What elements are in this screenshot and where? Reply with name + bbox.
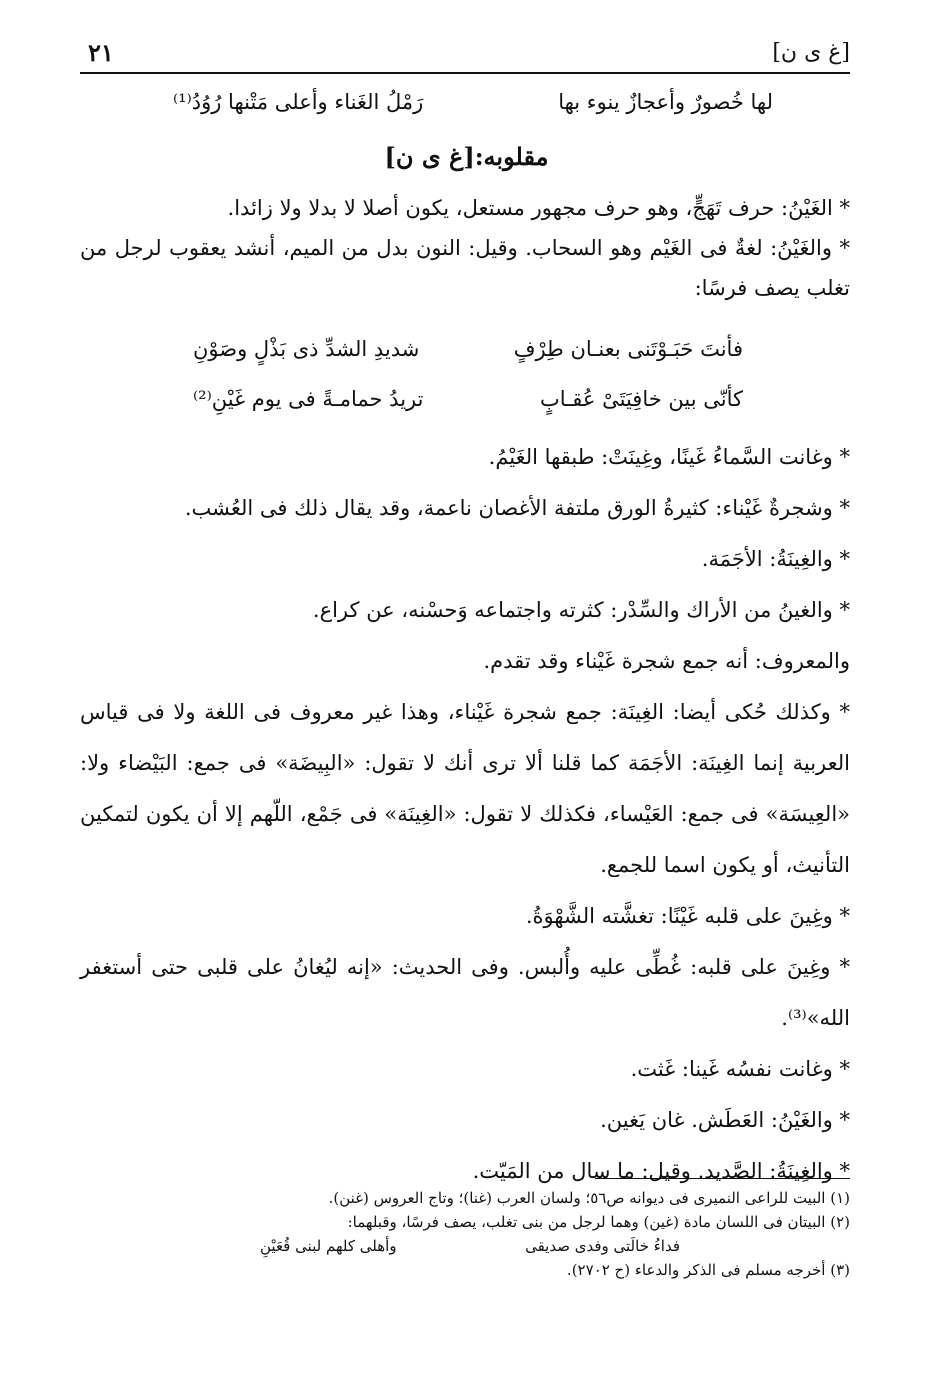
verse-taghlib-2 [193,387,743,411]
paragraph-ghayn-atash: * والغَيْنُ: العَطَش. غان يَغين. [600,1108,850,1132]
paragraph-maruf: والمعروف: أنه جمع شجرة غَيْناء وقد تقدم. [483,649,850,673]
entry-text-top [80,188,850,308]
verse-hemistich-first: فأنتَ حَبَـوْتَنى بعنـان طِرْفٍ [513,337,743,361]
paragraph-kadhalik-huki: * وكذلك حُكى أيضا: الغِينَة: جمع شجرة غَيْناء، وهذا غير معروف فى اللغة ولا فى قياس العربية إنما الغِينَة: الأجَمَة كما قلنا ألا ترى أنك لا تقول: «البِيضَة» فى جمع: البَيْضاء ولا: «العِيسَة» فى جمع: العَيْساء، فكذلك لا تقول: «الغِينَة» فى جَمْع، اللّهم إلا أن يكون لتمكين التأنيث، أو يكون اسما للجمع. [80,700,850,877]
verse-hemistich-first: فداءُ خالَتى وفدى صديقى [525,1237,680,1255]
entry-text-main [80,432,850,1197]
paragraph-ghina-qalb-shahwa: * وغِينَ على قلبه غَيْنًا: تغشَّته الشَّهْوَةُ. [525,904,850,928]
verse-hemistich-first: كأنّى بين خافِيَتَىْ عُقـابٍ [539,387,743,411]
verse-hemistich-second: تريدُ حمامـةً فى يوم غَيْنِ⁽²⁾ [193,387,424,411]
footnote-1: (١) البيت للراعى النميرى فى ديوانه ص٥٦؛ ولسان العرب (غنا)؛ وتاج العروس (غنن). [328,1189,850,1207]
page-header [80,38,850,74]
paragraph-ghanat-nafs: * وغانت نفسُه غَينا: غَثت. [630,1057,850,1081]
verse-taghlib-1 [193,337,743,361]
footnotes [80,1186,850,1282]
footnote-2: (٢) البيتان فى اللسان مادة (غين) وهما لرجل من بنى تغلب، يصف فرسًا، وقبلهما: [347,1213,850,1231]
verse-hemistich-second: وأهلى كلهم لبنى قُعَيْنِ [260,1237,397,1255]
verse-raee [173,90,773,114]
paragraph-ghina-qalb-hadith: * وغِينَ على قلبه: غُطِّى عليه وأُلبس. وفى الحديث: «إنه ليُغانُ على قلبى حتى أستغفر الله»⁽³⁾. [80,955,850,1030]
header-root-letters: [غ ى ن] [772,40,850,65]
paragraph-ghanat-sama: * وغانت السَّماءُ غَينًا، وغِينَتْ: طبقها الغَيْمُ. [488,445,850,469]
verse-hemistich-second: رَمْلُ الغَناء وأعلى مَتْنها رُوُدُ⁽¹⁾ [173,90,424,114]
paragraph-shajara-ghayna: * وشجرةٌ غَيْناء: كثيرةُ الورق ملتفة الأغصان ناعمة، وقد يقال ذلك فى العُشب. [184,496,850,520]
footnote-3: (٣) أخرجه مسلم فى الذكر والدعاء (ح ٢٧٠٢). [566,1261,850,1279]
verse-hemistich-first: لها خُصورٌ وأعجازٌ ينوء بها [558,90,773,114]
paragraph-ghayn-arak: * والغينُ من الأراك والسِّدْر: كثرته واجتماعه وَحسْنه، عن كراع. [312,598,850,622]
section-title: مقلوبه:[غ ى ن] [384,142,549,171]
page-number: ٢١ [88,38,114,67]
verse-hemistich-second: شديدِ الشدِّ ذى بَذْلٍ وصَوْنِ [193,337,420,361]
paragraph-ghina-ajama: * والغِينَةُ: الأجَمَة. [701,547,850,571]
paragraph-ghina-sadid: * والغِينَةُ: الصَّديد. وقيل: ما سال من المَيّت. [472,1159,850,1183]
footnote-verse [260,1234,680,1258]
paragraph-ghayn-cloud: * والغَيْنُ: لغةٌ فى الغَيْم وهو السحاب. وقيل: النون بدل من الميم، أنشد يعقوب لرجل من تغلب يصف فرسًا: [80,236,850,300]
paragraph-ghayn-letter: * الغَيْنُ: حرف تَهَجٍّ، وهو حرف مجهور مستعل، يكون أصلا لا بدلا ولا زائدا. [227,196,850,220]
footnote-divider [595,1178,850,1179]
